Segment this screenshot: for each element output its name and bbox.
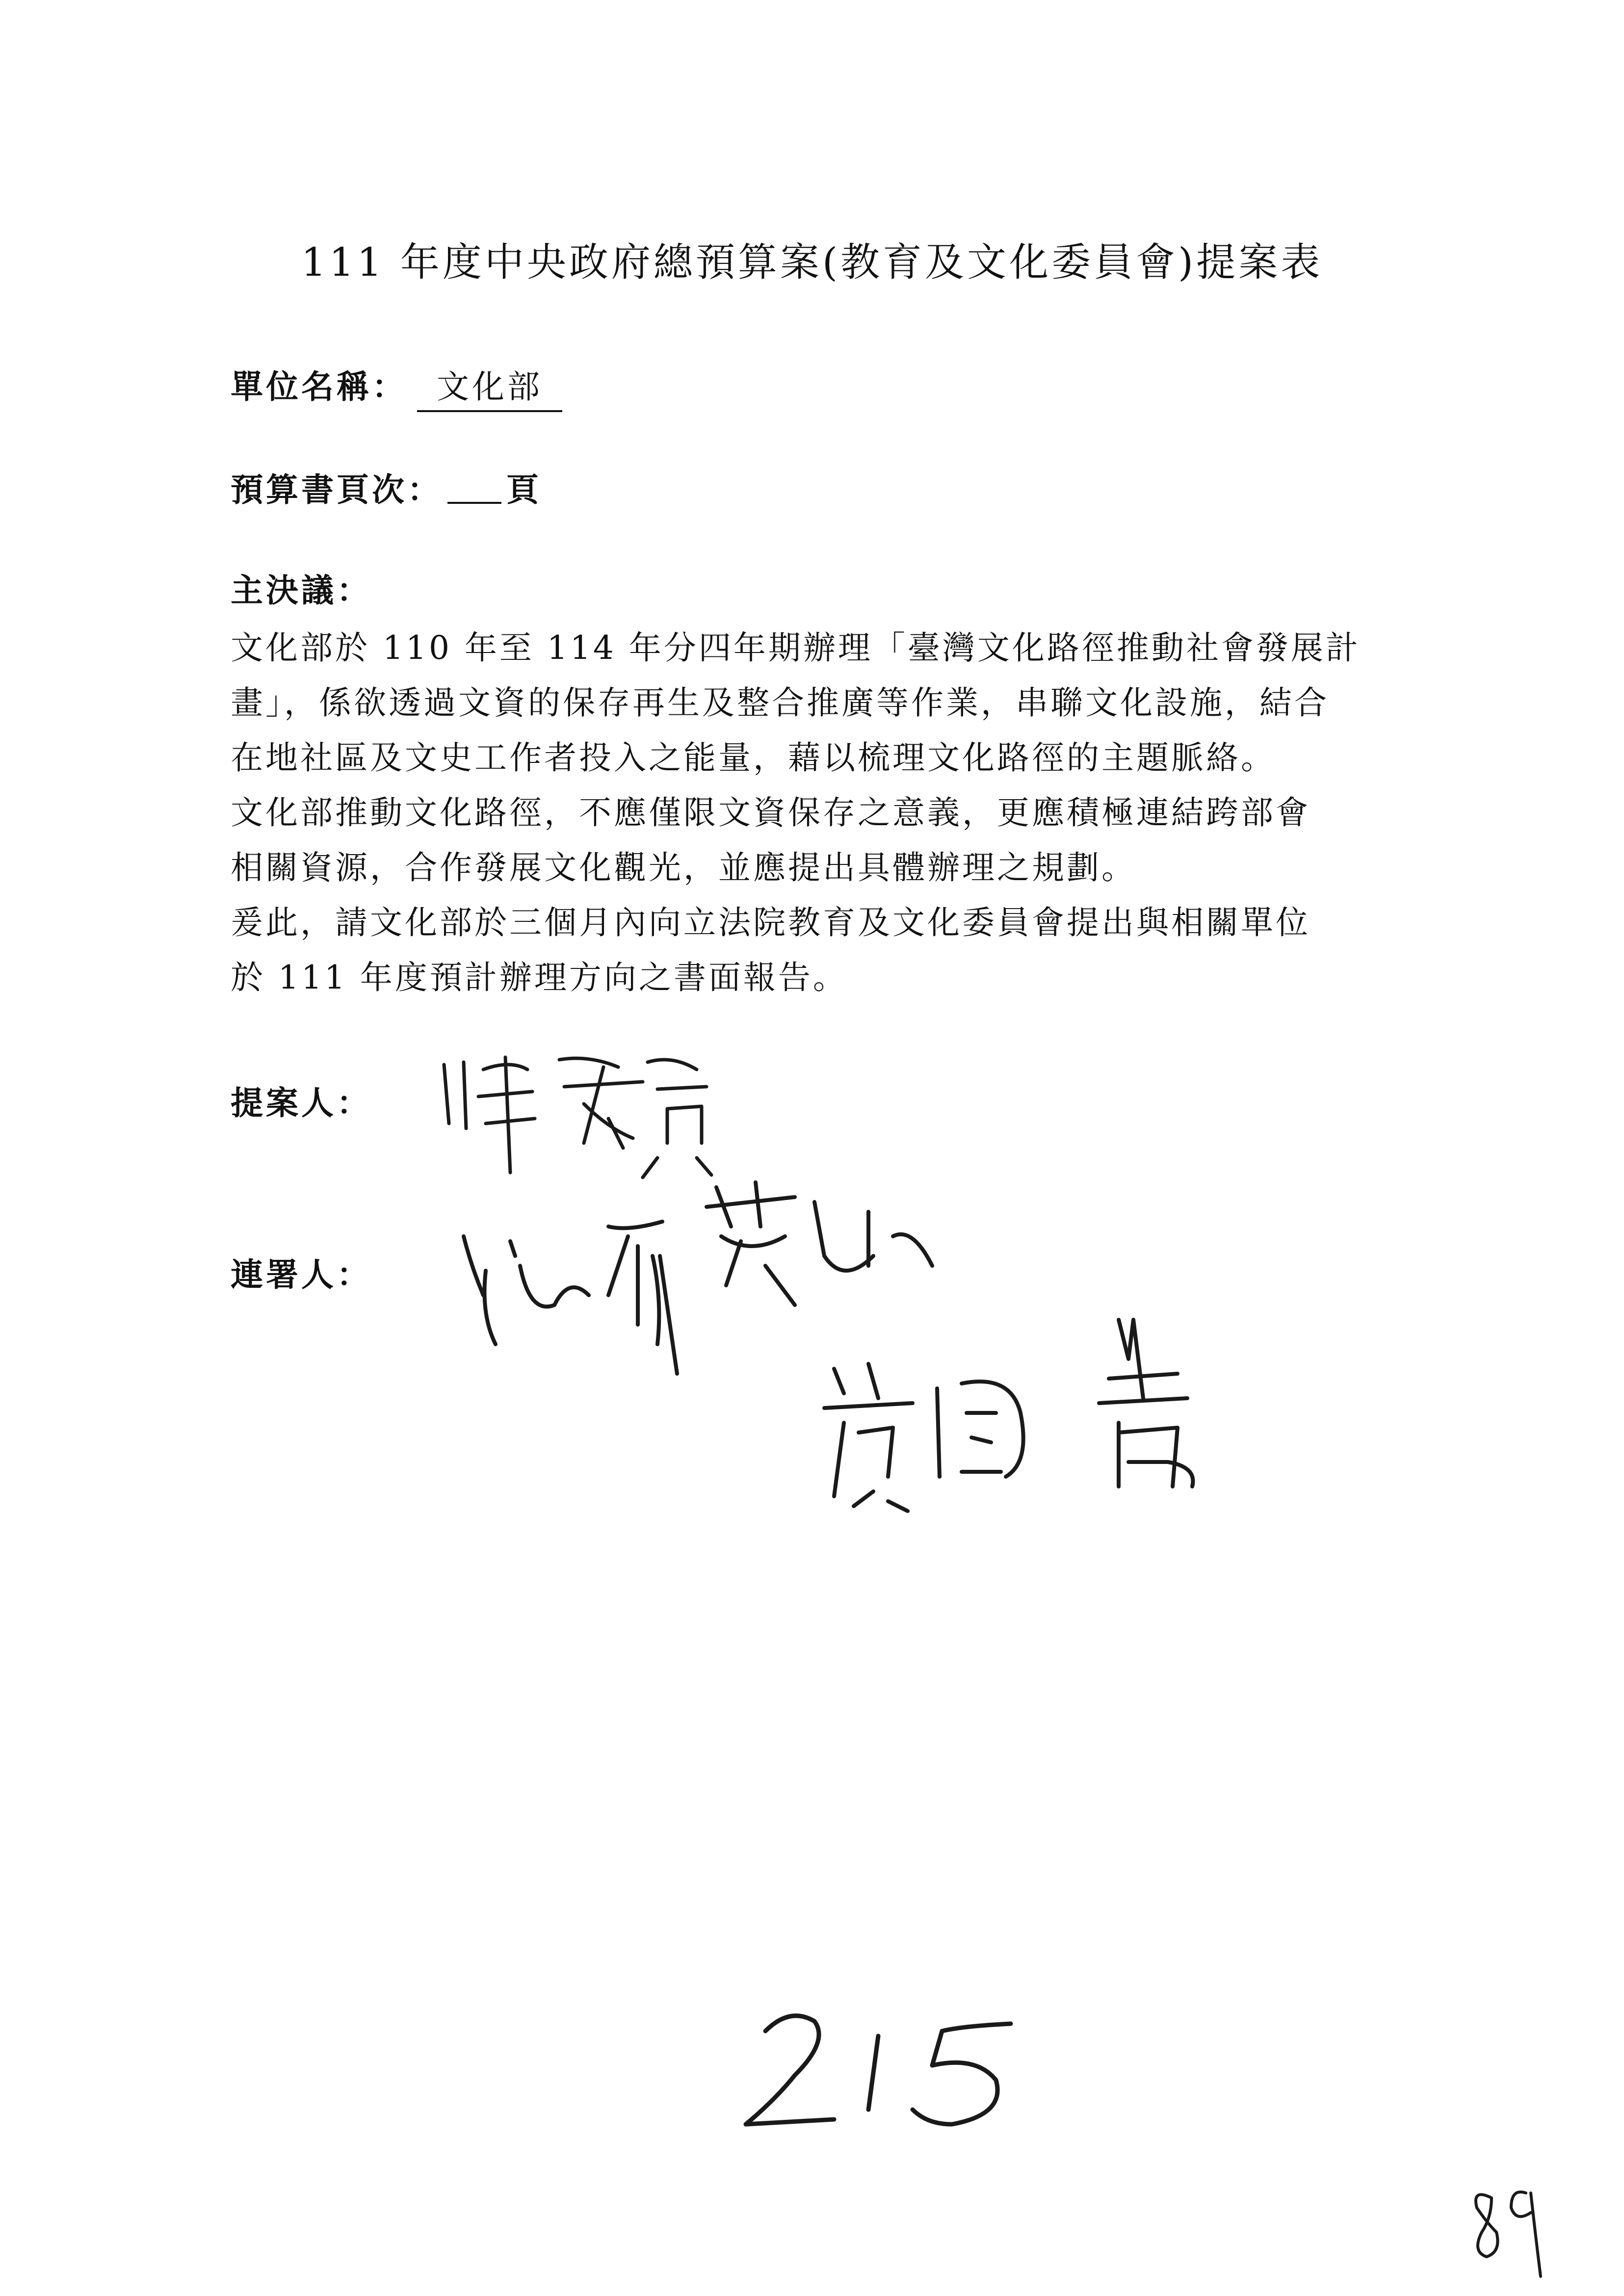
resolution-line: 畫」，係欲透過文資的保存再生及整合推廣等作業，串聯文化設施，結合 <box>231 684 1329 722</box>
resolution-line: 文化部於 110 年至 114 年分四年期辦理「臺灣文化路徑推動社會發展計 <box>231 629 1361 667</box>
page-number <box>1476 2192 1541 2276</box>
resolution-line: 在地社區及文史工作者投入之能量，藉以梳理文化路徑的主題脈絡。 <box>231 739 1276 777</box>
resolution-line: 爰此，請文化部於三個月內向立法院教育及文化委員會提出與相關單位 <box>231 904 1310 941</box>
resolution-line: 相關資源，合作發展文化觀光，並應提出具體辦理之規劃。 <box>231 849 1136 887</box>
page-title: 111 年度中央政府總預算案(教育及文化委員會)提案表 <box>301 239 1323 285</box>
proposer-signature <box>444 1057 711 1177</box>
unit-label: 單位名稱： <box>231 367 407 406</box>
proposer-label: 提案人： <box>231 1084 372 1122</box>
resolution-heading: 主決議： <box>231 571 372 609</box>
resolution-line: 於 111 年度預計辦理方向之書面報告。 <box>231 959 848 996</box>
resolution-line: 文化部推動文化路徑，不應僅限文資保存之意義，更應積極連結跨部會 <box>231 794 1310 832</box>
unit-value: 文化部 <box>417 361 562 412</box>
page-ref-label: 預算書頁次： <box>231 470 443 509</box>
cosigners-label: 連署人： <box>231 1255 372 1294</box>
cosigner-signature-1 <box>464 1182 932 1374</box>
handwritten-number <box>746 2016 1011 2124</box>
cosigner-signature-2 <box>824 1320 1193 1511</box>
page-ref-suffix: 頁 <box>506 470 542 509</box>
